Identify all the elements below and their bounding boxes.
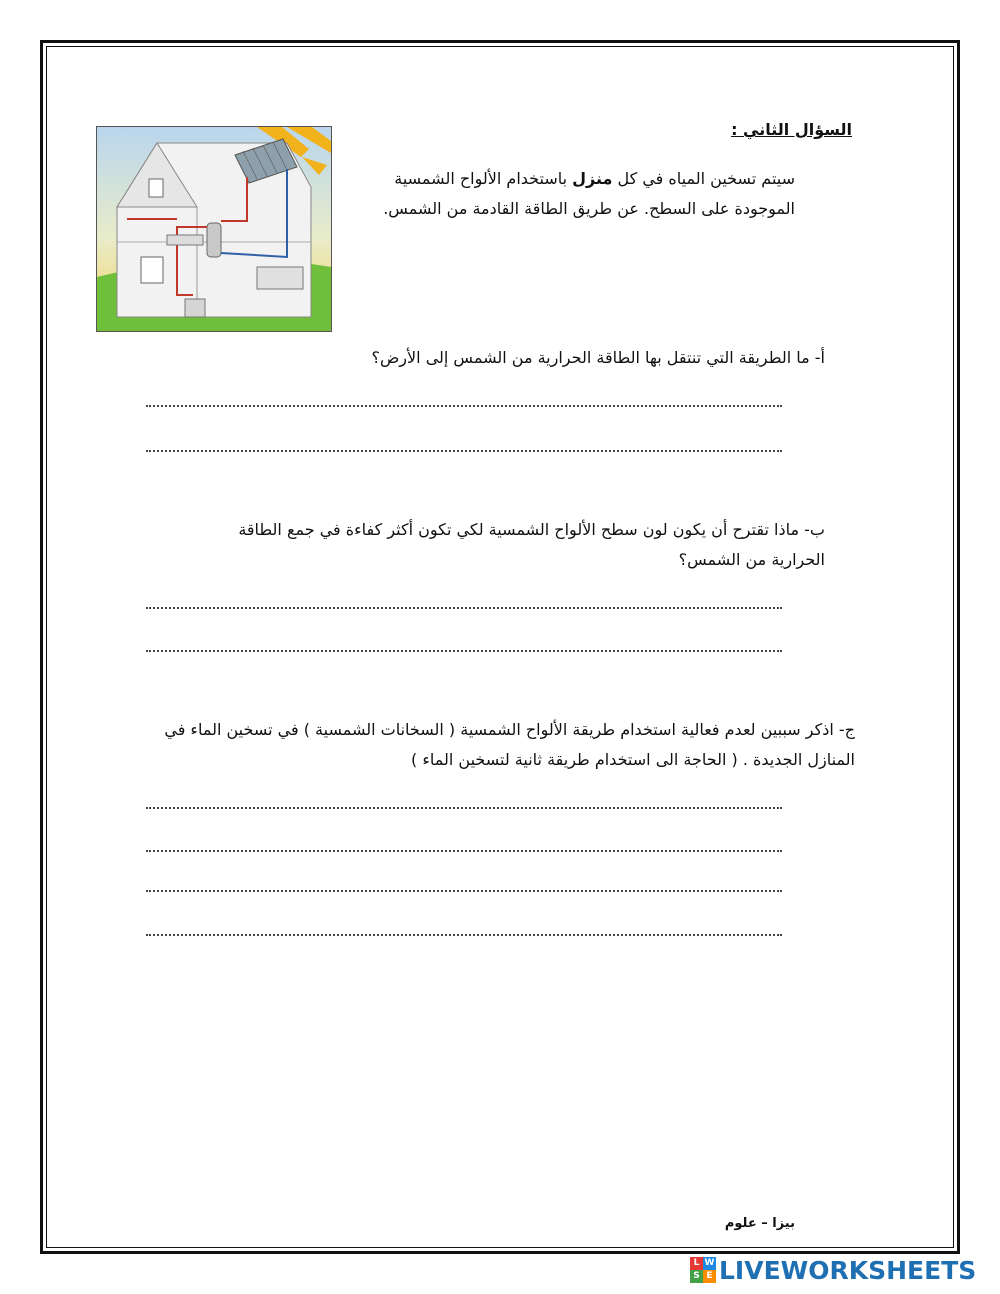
solar-house-illustration bbox=[96, 126, 332, 332]
footer-author: بيزا – علوم bbox=[724, 1216, 795, 1231]
part-b-text: ب- ماذا تقترح أن يكون لون سطح الألواح الشمسية لكي تكون أكثر كفاءة في جمع الطاقة الحرارية من الشمس؟ bbox=[238, 520, 825, 569]
part-a-text: أ- ما الطريقة التي تنتقل بها الطاقة الحرارية من الشمس إلى الأرض؟ bbox=[371, 348, 825, 367]
answer-line-b-2[interactable] bbox=[146, 650, 782, 652]
answer-line-c-2[interactable] bbox=[146, 850, 782, 852]
part-c-text: ج- اذكر سببين لعدم فعالية استخدام طريقة الألواح الشمسية ( السخانات الشمسية ) في تسخين الماء في المنازل الجديدة . ( الحاجة الى استخدام طريقة ثانية لتسخين الماء ) bbox=[164, 720, 855, 769]
answer-line-a-1[interactable] bbox=[146, 405, 782, 407]
answer-line-c-3[interactable] bbox=[146, 890, 782, 892]
intro-keyword: منزل bbox=[572, 169, 613, 188]
intro-line-1 bbox=[365, 164, 795, 194]
question-title: السؤال الثاني : bbox=[731, 120, 852, 139]
question-intro bbox=[365, 164, 795, 224]
intro-line-1-post: باستخدام الألواح الشمسية bbox=[394, 169, 573, 188]
intro-line-1-pre: سيتم تسخين المياه في كل bbox=[612, 169, 795, 188]
brand-name: LIVEWORKSHEETS bbox=[719, 1255, 977, 1285]
answer-line-c-1[interactable] bbox=[146, 807, 782, 809]
answer-line-a-2[interactable] bbox=[146, 450, 782, 452]
answer-line-c-4[interactable] bbox=[146, 934, 782, 936]
answer-line-b-1[interactable] bbox=[146, 607, 782, 609]
intro-line-2: الموجودة على السطح. عن طريق الطاقة القادمة من الشمس. bbox=[383, 199, 795, 218]
liveworksheets-brand bbox=[690, 1255, 976, 1285]
liveworksheets-logo-icon: L W S E bbox=[690, 1257, 716, 1283]
